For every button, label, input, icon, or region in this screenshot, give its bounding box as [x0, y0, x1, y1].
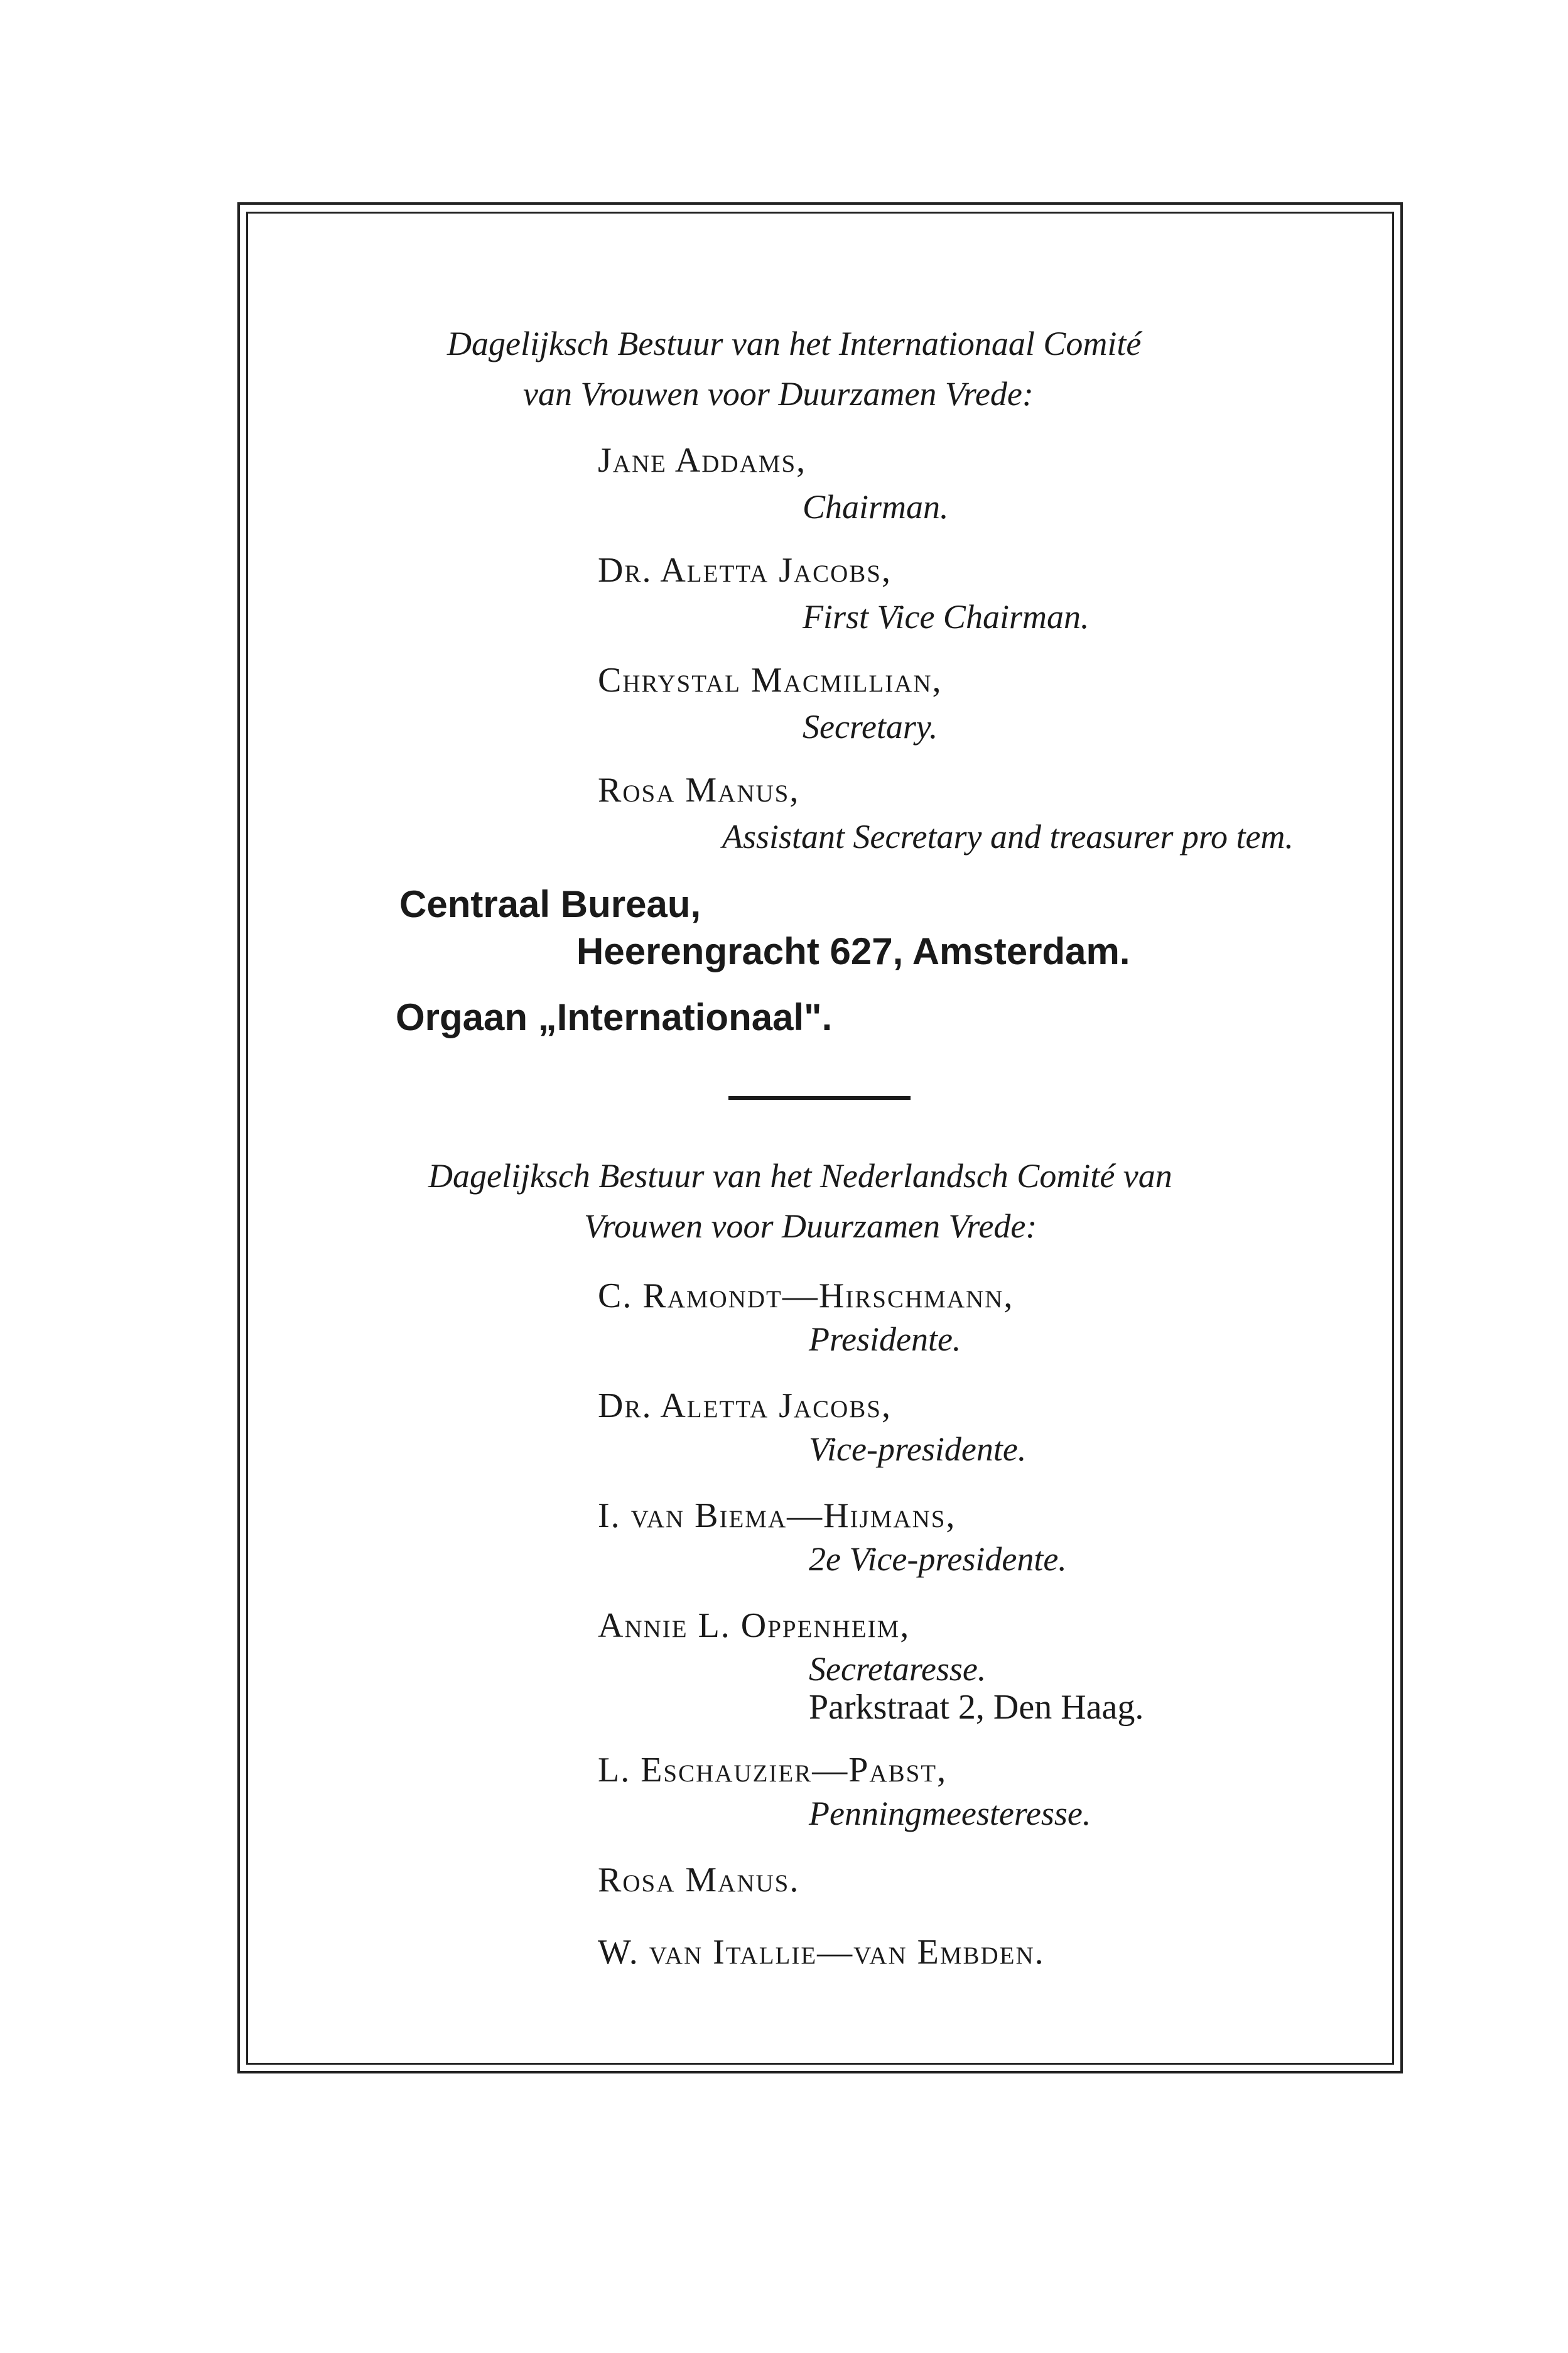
- member-role: Assistant Secretary and treasurer pro tem.: [722, 818, 1294, 856]
- international-heading-line2: van Vrouwen voor Duurzamen Vrede:: [523, 375, 1034, 413]
- section-divider: [728, 1096, 911, 1100]
- bureau-label: Centraal Bureau,: [399, 883, 701, 925]
- member-name: Rosa Manus,: [598, 771, 800, 810]
- bureau-address: Heerengracht 627, Amsterdam.: [576, 930, 1130, 972]
- member-role: 2e Vice-presidente.: [809, 1540, 1067, 1578]
- member-name: Dr. Aletta Jacobs,: [598, 551, 892, 590]
- member-name: Dr. Aletta Jacobs,: [598, 1386, 892, 1425]
- member-role: Secretary.: [803, 708, 938, 746]
- member-address: Parkstraat 2, Den Haag.: [809, 1688, 1144, 1727]
- member-name: W. van Itallie—van Embden.: [598, 1933, 1045, 1972]
- member-role: Penningmeesteresse.: [809, 1795, 1091, 1832]
- member-name: Rosa Manus.: [598, 1861, 800, 1899]
- member-name: Chrystal Macmillian,: [598, 661, 943, 700]
- member-role: Presidente.: [809, 1320, 961, 1358]
- member-name: Jane Addams,: [598, 441, 807, 480]
- member-name: I. van Biema—Hijmans,: [598, 1496, 956, 1535]
- member-role: Secretaresse.: [809, 1650, 987, 1688]
- netherlands-heading-line1: Dagelijksch Bestuur van het Nederlandsch Comité van: [428, 1157, 1172, 1195]
- member-role: Chairman.: [803, 488, 949, 526]
- member-role: Vice-presidente.: [809, 1430, 1027, 1468]
- international-heading-line1: Dagelijksch Bestuur van het Internationaal Comité: [447, 325, 1142, 362]
- member-name: C. Ramondt—Hirschmann,: [598, 1276, 1014, 1315]
- member-role: First Vice Chairman.: [803, 598, 1089, 636]
- member-name: Annie L. Oppenheim,: [598, 1606, 911, 1645]
- netherlands-heading-line2: Vrouwen voor Duurzamen Vrede:: [584, 1207, 1037, 1245]
- member-name: L. Eschauzier—Pabst,: [598, 1751, 948, 1790]
- bureau-organ: Orgaan „Internationaal".: [396, 996, 833, 1038]
